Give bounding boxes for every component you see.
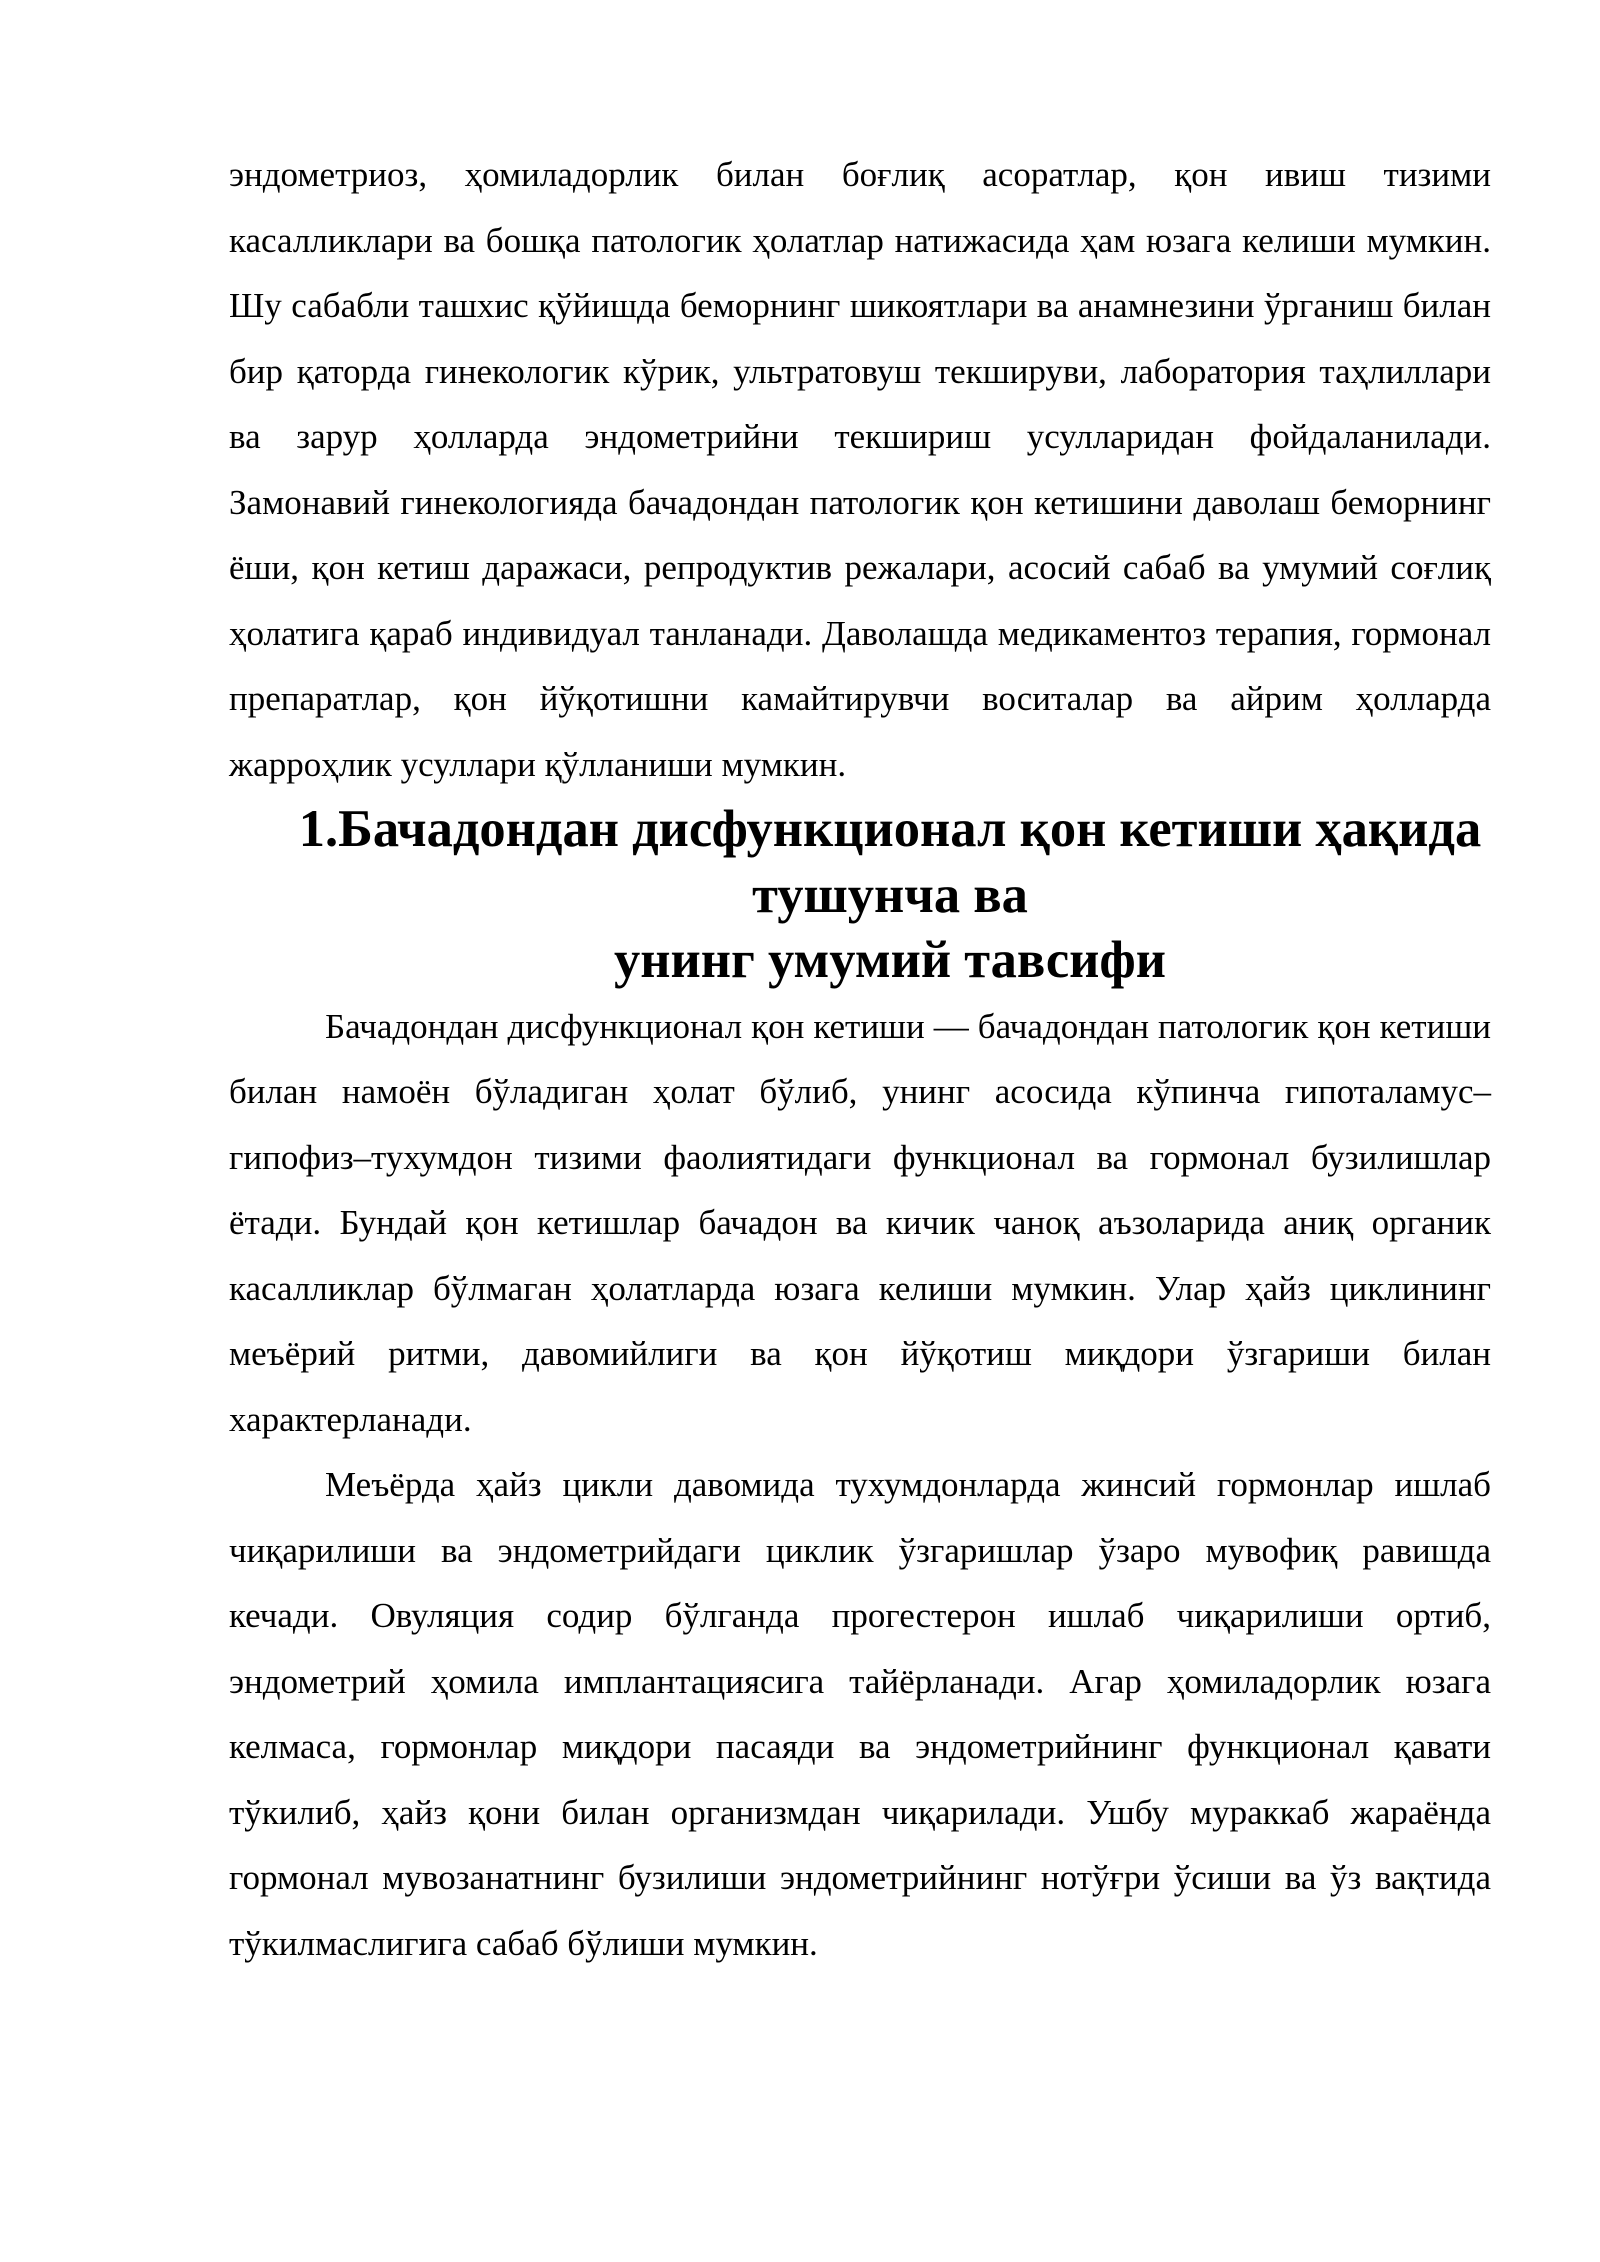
body-paragraph-2: Бачадондан дисфункционал қон кетиши — бачадондан патологик қон кетиши билан намоён бўладиган ҳолат бўлиб, унинг асосида кўпинча гипоталамус–гипофиз–тухумдон тизими фаолиятидаги функционал ва гормонал бузилишлар ётади. Бундай қон кетишлар бачадон ва кичик чаноқ аъзоларида аниқ органик касалликлар бўлмаган ҳолатларда юзага келиши мумкин. Улар ҳайз циклининг меъёрий ритми, давомийлиги ва қон йўқотиш миқдори ўзгариши билан характерланади. <box>229 1006 1491 1439</box>
body-paragraph-3: Меъёрда ҳайз цикли давомида тухумдонларда жинсий гормонлар ишлаб чиқарилиши ва эндометрийдаги циклик ўзгаришлар ўзаро мувофиқ равишда кечади. Овуляция содир бўлганда прогестерон ишлаб чиқарилиши ортиб, эндометрий ҳомила имплантациясига тайёрланади. Агар ҳомиладорлик юзага келмаса, гормонлар миқдори пасаяди ва эндометрийнинг функционал қавати тўкилиб, ҳайз қони билан организмдан чиқарилади. Ушбу мураккаб жараёнда гормонал мувозанатнинг бузилиши эндометрийнинг нотўғри ўсиши ва ўз вақтида тўкилмаслигига сабаб бўлиши мумкин. <box>229 1465 1491 1963</box>
document-page <box>229 142 1491 1976</box>
section-heading-line-1: 1.Бачадондан дисфункционал қон кетиши ҳақида тушунча ва <box>298 800 1482 924</box>
section-heading <box>229 797 1491 994</box>
body-paragraph-1: эндометриоз, ҳомиладорлик билан боғлиқ асоратлар, қон ивиш тизими касалликлари ва бошқа патологик ҳолатлар натижасида ҳам юзага келиши мумкин. Шу сабабли ташхис қўйишда беморнинг шикоятлари ва анамнезини ўрганиш билан бир қаторда гинекологик кўрик, ультратовуш текшируви, лаборатория таҳлиллари ва зарур ҳолларда эндометрийни текшириш усулларидан фойдаланилади. Замонавий гинекологияда бачадондан патологик қон кетишини даволаш беморнинг ёши, қон кетиш даражаси, репродуктив режалари, асосий сабаб ва умумий соғлиқ ҳолатига қараб индивидуал танланади. Даволашда медикаментоз терапия, гормонал препаратлар, қон йўқотишни камайтирувчи воситалар ва айрим ҳолларда жарроҳлик усуллари қўлланиши мумкин. <box>229 155 1491 784</box>
section-heading-line-2: унинг умумий тавсифи <box>613 931 1167 989</box>
